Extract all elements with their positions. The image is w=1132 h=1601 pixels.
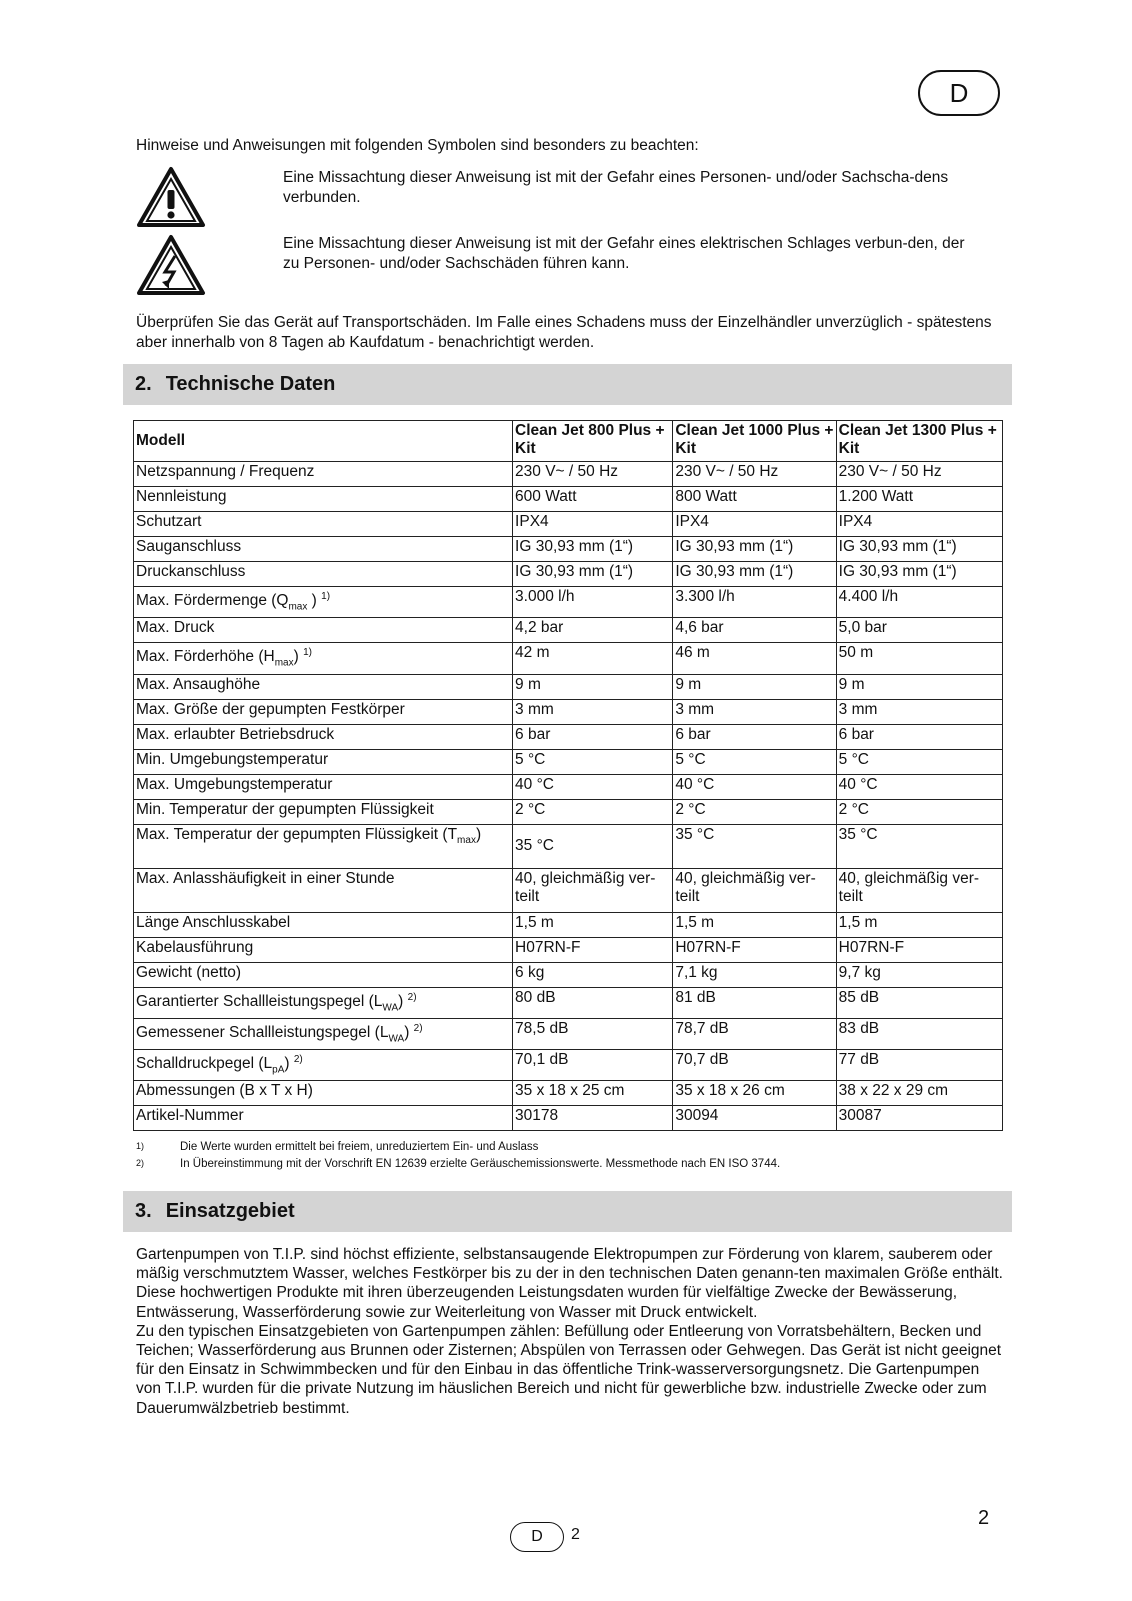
label-part: Max. Temperatur der gepumpten Flüssigkeit (T <box>136 825 458 843</box>
spec-value-cell: 81 dB <box>673 987 836 1018</box>
section-title: Technische Daten <box>165 373 336 395</box>
spec-value-cell: 70,1 dB <box>513 1050 673 1081</box>
spec-label-cell: Druckanschluss <box>134 562 513 587</box>
spec-label-cell: Min. Umgebungstemperatur <box>134 749 513 774</box>
spec-value-cell: 1,5 m <box>836 912 1002 937</box>
spec-value-cell: 40, gleichmäßig ver-teilt <box>513 868 673 912</box>
label-part: WA <box>382 1001 399 1013</box>
spec-value-cell: IG 30,93 mm (1“) <box>513 562 673 587</box>
spec-value-cell: IG 30,93 mm (1“) <box>836 537 1002 562</box>
table-row <box>134 799 1003 824</box>
spec-value-cell: H07RN-F <box>513 937 673 962</box>
warning-triangle-icon <box>136 166 206 228</box>
table-row <box>134 1018 1003 1049</box>
label-part: Garantierter Schallleistungspegel (L <box>136 992 383 1010</box>
section-number: 2. <box>135 373 152 395</box>
warning-text-electric: Eine Missachtung dieser Anweisung ist mit der Gefahr eines elektrischen Schlages verbun-den, der zu Personen- und/oder Sachschäden führen kann. <box>283 235 965 272</box>
spec-value-cell: 38 x 22 x 29 cm <box>836 1081 1002 1106</box>
spec-value-cell: 35 °C <box>673 824 836 868</box>
spec-value-cell: 230 V~ / 50 Hz <box>513 462 673 487</box>
spec-value-cell: 4,6 bar <box>673 618 836 643</box>
spec-value-cell: 42 m <box>513 643 673 674</box>
usage-paragraph: Zu den typischen Einsatzgebieten von Gartenpumpen zählen: Befüllung oder Entleerung von Vorratsbehältern, Becken und Teichen; Wasserförderung aus Brunnen oder Zisternen; Abspülen von Terrassen oder Gehwegen. Das Gerät ist nicht geeignet für den Einsatz in Schwimmbecken und für den Einbau in das öffentliche Trink-wasserversorgungsnetz. Die Gartenpumpen von T.I.P. wurden für die private Nutzung im häuslichen Bereich und nicht für gewerbliche bzw. industrielle Zwecke oder zum Dauerumwälzbetrieb bestimmt. <box>136 1322 1002 1417</box>
label-part: max <box>288 601 308 613</box>
transport-notice: Überprüfen Sie das Gerät auf Transportschäden. Im Falle eines Schadens muss der Einzelhändler unverzüglich - spätestens aber innerhalb von 8 Tagen ab Kaufdatum - benachrichtigt werden. <box>136 314 992 351</box>
spec-value-cell: 50 m <box>836 643 1002 674</box>
table-row <box>134 512 1003 537</box>
spec-label-cell <box>134 1050 513 1081</box>
spec-value-cell: 1,5 m <box>673 912 836 937</box>
spec-label-cell: Max. Umgebungstemperatur <box>134 774 513 799</box>
label-part: ) <box>293 648 304 666</box>
spec-value-cell: 9 m <box>836 674 1002 699</box>
table-row <box>134 774 1003 799</box>
header-cell: Clean Jet 1000 Plus + Kit <box>673 421 836 462</box>
spec-label-cell: Max. Ansaughöhe <box>134 674 513 699</box>
spec-value-cell: IG 30,93 mm (1“) <box>673 537 836 562</box>
header-cell: Clean Jet 800 Plus + Kit <box>513 421 673 462</box>
language-badge: D <box>918 70 1000 116</box>
spec-value-cell: 230 V~ / 50 Hz <box>673 462 836 487</box>
table-row <box>134 912 1003 937</box>
spec-value-cell: 80 dB <box>513 987 673 1018</box>
spec-value-cell: 9 m <box>673 674 836 699</box>
footnote-2 <box>136 1158 780 1170</box>
spec-value-cell: 9 m <box>513 674 673 699</box>
table-row <box>134 724 1003 749</box>
usage-paragraph: Gartenpumpen von T.I.P. sind höchst effiziente, selbstansaugende Elektropumpen zur Förderung von klarem, sauberem oder mäßig verschmutztem Wasser, welches Festkörper bis zu der in den technischen Daten genann-ten maximalen Größe enthält. Diese hochwertigen Produkte mit ihren überzeugenden Leistungsdaten wurden für vielfältige Zwecke der Bewässerung, Entwässerung, Wasserförderung sowie zur Weiterleitung von Wasser mit Druck entwickelt. <box>136 1246 1003 1321</box>
table-row <box>134 643 1003 674</box>
spec-value-cell: 83 dB <box>836 1018 1002 1049</box>
spec-value-cell: IPX4 <box>673 512 836 537</box>
spec-value-cell: 9,7 kg <box>836 962 1002 987</box>
spec-value-cell: 30178 <box>513 1106 673 1131</box>
spec-label-cell: Max. erlaubter Betriebsdruck <box>134 724 513 749</box>
spec-value-cell: 5,0 bar <box>836 618 1002 643</box>
spec-label-cell <box>134 824 513 868</box>
spec-value-cell: 35 °C <box>836 824 1002 868</box>
table-row <box>134 618 1003 643</box>
spec-value-cell: IG 30,93 mm (1“) <box>513 537 673 562</box>
table-row <box>134 1050 1003 1081</box>
spec-value-cell: 2 °C <box>673 799 836 824</box>
spec-label-cell: Sauganschluss <box>134 537 513 562</box>
section-number: 3. <box>135 1200 152 1222</box>
table-row <box>134 674 1003 699</box>
label-part: 2) <box>293 1054 303 1065</box>
label-part: ) <box>475 825 482 843</box>
label-part: Gemessener Schallleistungspegel (L <box>136 1023 389 1041</box>
spec-label-cell <box>134 587 513 618</box>
spec-label-cell: Netzspannung / Frequenz <box>134 462 513 487</box>
spec-value-cell: 40, gleichmäßig ver-teilt <box>836 868 1002 912</box>
table-row <box>134 562 1003 587</box>
spec-value-cell: 85 dB <box>836 987 1002 1018</box>
table-row <box>134 868 1003 912</box>
label-part: 2) <box>413 1022 423 1034</box>
label-part: ) <box>398 992 408 1010</box>
section-heading-technical-data <box>123 364 1012 405</box>
spec-value-cell: 40 °C <box>673 774 836 799</box>
spec-label-cell: Kabelausführung <box>134 937 513 962</box>
spec-value-cell: 30087 <box>836 1106 1002 1131</box>
footer-language-badge: D <box>510 1522 564 1552</box>
table-row <box>134 462 1003 487</box>
footnote-text: In Übereinstimmung mit der Vorschrift EN 12639 erzielte Geräuschemissionswerte. Messmethode nach EN ISO 3744. <box>180 1158 781 1170</box>
spec-label-cell <box>134 643 513 674</box>
spec-label-cell <box>134 987 513 1018</box>
spec-label-cell: Abmessungen (B x T x H) <box>134 1081 513 1106</box>
spec-value-cell: 2 °C <box>513 799 673 824</box>
spec-label-cell: Schutzart <box>134 512 513 537</box>
spec-value-cell: 3.000 l/h <box>513 587 673 618</box>
spec-value-cell: 35 x 18 x 26 cm <box>673 1081 836 1106</box>
footer-page-number: 2 <box>571 1526 580 1543</box>
spec-value-cell: 230 V~ / 50 Hz <box>836 462 1002 487</box>
table-row <box>134 587 1003 618</box>
spec-value-cell: 40 °C <box>836 774 1002 799</box>
label-part: max <box>274 657 294 669</box>
label-part: Schalldruckpegel (L <box>136 1055 273 1073</box>
spec-value-cell: 6 bar <box>673 724 836 749</box>
table-row <box>134 487 1003 512</box>
spec-label-cell: Artikel-Nummer <box>134 1106 513 1131</box>
table-row <box>134 937 1003 962</box>
label-part: Max. Fördermenge (Q <box>136 592 289 610</box>
spec-label-cell: Max. Druck <box>134 618 513 643</box>
label-part: ) <box>307 592 322 610</box>
spec-value-cell: 5 °C <box>836 749 1002 774</box>
table-row <box>134 1106 1003 1131</box>
label-part: max <box>457 834 476 846</box>
spec-label-cell: Länge Anschlusskabel <box>134 912 513 937</box>
label-part: ) <box>404 1023 414 1041</box>
electric-shock-icon <box>136 234 206 296</box>
spec-value-cell: 40, gleichmäßig ver-teilt <box>673 868 836 912</box>
spec-value-cell: 2 °C <box>836 799 1002 824</box>
label-part: WA <box>388 1033 405 1044</box>
spec-value-cell: 5 °C <box>673 749 836 774</box>
footnote-mark: 1) <box>136 1141 145 1151</box>
spec-value-cell: 35 x 18 x 25 cm <box>513 1081 673 1106</box>
spec-value-cell: 35 °C <box>513 824 673 868</box>
label-part: 2) <box>407 991 417 1003</box>
spec-value-cell: 40 °C <box>513 774 673 799</box>
spec-value-cell: 6 kg <box>513 962 673 987</box>
spec-value-cell: 46 m <box>673 643 836 674</box>
spec-value-cell: 7,1 kg <box>673 962 836 987</box>
table-row <box>134 1081 1003 1106</box>
label-part: pA <box>272 1064 285 1076</box>
spec-label-cell: Min. Temperatur der gepumpten Flüssigkeit <box>134 799 513 824</box>
spec-value-cell: 3 mm <box>836 699 1002 724</box>
spec-table <box>133 420 1003 1131</box>
spec-value-cell: 6 bar <box>836 724 1002 749</box>
spec-value-cell: IPX4 <box>836 512 1002 537</box>
label-part: 1) <box>303 647 312 659</box>
table-row <box>134 537 1003 562</box>
intro-text: Hinweise und Anweisungen mit folgenden Symbolen sind besonders zu beachten: <box>136 137 699 154</box>
spec-value-cell: 4,2 bar <box>513 618 673 643</box>
spec-value-cell: 5 °C <box>513 749 673 774</box>
spec-value-cell: 78,7 dB <box>673 1018 836 1049</box>
spec-value-cell: 1.200 Watt <box>836 487 1002 512</box>
section-heading-usage <box>123 1191 1012 1232</box>
header-cell: Clean Jet 1300 Plus + Kit <box>836 421 1002 462</box>
spec-value-cell: 3 mm <box>673 699 836 724</box>
spec-value-cell: 78,5 dB <box>513 1018 673 1049</box>
spec-value-cell: H07RN-F <box>836 937 1002 962</box>
spec-label-cell: Gewicht (netto) <box>134 962 513 987</box>
spec-value-cell: 1,5 m <box>513 912 673 937</box>
table-row <box>134 987 1003 1018</box>
usage-text <box>136 1245 1006 1418</box>
footnote-text: Die Werte wurden ermittelt bei freiem, unreduziertem Ein- und Auslass <box>180 1141 539 1153</box>
spec-label-cell: Nennleistung <box>134 487 513 512</box>
label-part: Max. Förderhöhe (H <box>136 648 275 666</box>
spec-label-cell: Max. Anlasshäufigkeit in einer Stunde <box>134 868 513 912</box>
spec-value-cell: 30094 <box>673 1106 836 1131</box>
section-title: Einsatzgebiet <box>165 1200 295 1222</box>
table-row <box>134 749 1003 774</box>
table-row <box>134 699 1003 724</box>
footnote-1 <box>136 1141 538 1153</box>
footnote-mark: 2) <box>136 1158 145 1168</box>
warning-text-general: Eine Missachtung dieser Anweisung ist mit der Gefahr eines Personen- und/oder Sachscha-dens verbunden. <box>283 169 949 206</box>
spec-value-cell: 70,7 dB <box>673 1050 836 1081</box>
label-part: 1) <box>321 591 331 602</box>
page-number: 2 <box>978 1507 990 1529</box>
spec-value-cell: 3.300 l/h <box>673 587 836 618</box>
spec-value-cell: 600 Watt <box>513 487 673 512</box>
spec-value-cell: IG 30,93 mm (1“) <box>836 562 1002 587</box>
spec-value-cell: IG 30,93 mm (1“) <box>673 562 836 587</box>
label-part: ) <box>284 1055 294 1073</box>
header-cell: Modell <box>134 421 513 462</box>
table-header-row <box>134 421 1003 462</box>
table-row <box>134 962 1003 987</box>
spec-label-cell <box>134 1018 513 1049</box>
table-row <box>134 824 1003 868</box>
spec-value-cell: 6 bar <box>513 724 673 749</box>
spec-label-cell: Max. Größe der gepumpten Festkörper <box>134 699 513 724</box>
spec-value-cell: H07RN-F <box>673 937 836 962</box>
spec-value-cell: 4.400 l/h <box>836 587 1002 618</box>
spec-value-cell: IPX4 <box>513 512 673 537</box>
spec-value-cell: 3 mm <box>513 699 673 724</box>
spec-value-cell: 77 dB <box>836 1050 1002 1081</box>
spec-value-cell: 800 Watt <box>673 487 836 512</box>
